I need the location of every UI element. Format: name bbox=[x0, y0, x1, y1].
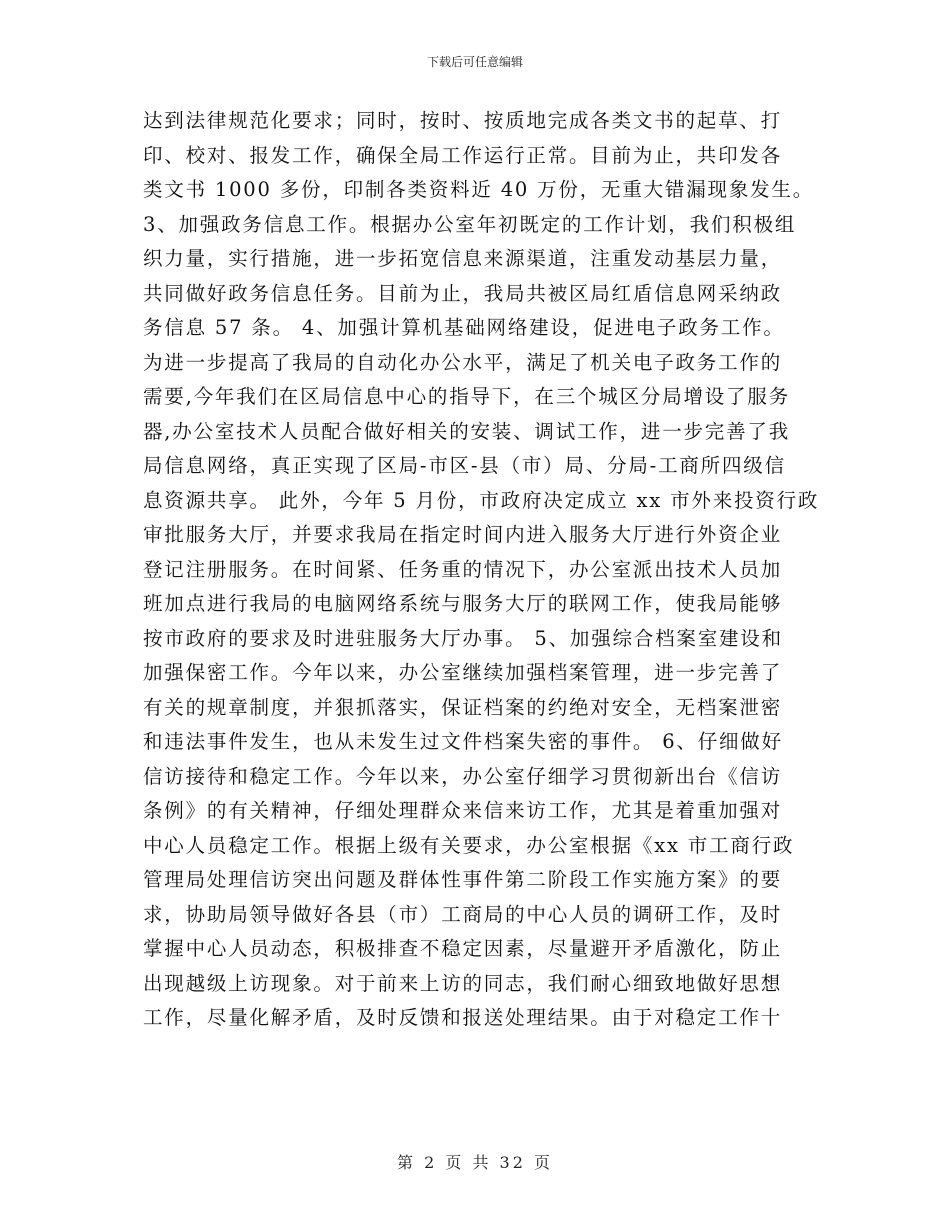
body-line: 中心人员稳定工作。根据上级有关要求，办公室根据《xx 市工商行政 bbox=[143, 833, 795, 857]
body-line: 管理局处理信访突出问题及群体性事件第二阶段工作实施方案》的要 bbox=[143, 868, 783, 891]
body-line: 务信息 57 条。 4、加强计算机基础网络建设，促进电子政务工作。 bbox=[143, 316, 785, 339]
body-line: 为进一步提高了我局的自动化办公水平，满足了机关电子政务工作的 bbox=[143, 350, 783, 374]
body-line: 加强保密工作。今年以来，办公室继续加强档案管理，进一步完善了 bbox=[143, 661, 783, 684]
page-header: 下载后可任意编辑 bbox=[426, 55, 523, 69]
body-line: 掌握中心人员动态，积极排查不稳定因素，尽量避开矛盾激化，防止 bbox=[143, 937, 783, 960]
document-body bbox=[143, 104, 820, 1036]
page-number-footer: 第 2 页 共 32 页 bbox=[397, 1153, 553, 1172]
body-line: 印、校对、报发工作，确保全局工作运行正常。目前为止，共印发各 bbox=[143, 143, 783, 167]
body-line: 织力量，实行措施，进一步拓宽信息来源渠道，注重发动基层力量， bbox=[143, 247, 783, 270]
body-line: 出现越级上访现象。对于前来上访的同志，我们耐心细致地做好思想 bbox=[143, 971, 783, 995]
body-line: 班加点进行我局的电脑网络系统与服务大厅的联网工作，使我局能够 bbox=[143, 592, 783, 615]
body-line: 审批服务大厅，并要求我局在指定时间内进入服务大厅进行外资企业 bbox=[143, 523, 783, 546]
body-line: 器,办公室技术人员配合做好相关的安装、调试工作，进一步完善了我 bbox=[143, 419, 790, 443]
body-line: 条例》的有关精神，仔细处理群众来信来访工作，尤其是着重加强对 bbox=[143, 799, 783, 822]
body-line: 共同做好政务信息任务。目前为止，我局共被区局红盾信息网采纳政 bbox=[143, 281, 783, 305]
body-line: 和违法事件发生，也从未发生过文件档案失密的事件。 6、仔细做好 bbox=[143, 730, 783, 753]
body-line: 登记注册服务。在时间紧、任务重的情况下，办公室派出技术人员加 bbox=[143, 557, 783, 581]
body-line: 求，协助局领导做好各县（市）工商局的中心人员的调研工作，及时 bbox=[143, 902, 783, 926]
body-line: 需要,今年我们在区局信息中心的指导下，在三个城区分局增设了服务 bbox=[143, 385, 790, 408]
body-line: 类文书 1000 多份，印制各类资料近 40 万份，无重大错漏现象发生。 bbox=[143, 178, 815, 201]
body-line: 局信息网络，真正实现了区局-市区-县（市）局、分局-工商所四级信 bbox=[143, 454, 786, 477]
body-line: 工作，尽量化解矛盾，及时反馈和报送处理结果。由于对稳定工作十 bbox=[143, 1006, 783, 1029]
body-line: 息资源共享。 此外，今年 5 月份，市政府决定成立 xx 市外来投资行政 bbox=[143, 488, 820, 512]
body-line: 信访接待和稳定工作。今年以来，办公室仔细学习贯彻新出台《信访 bbox=[143, 764, 783, 788]
body-line: 3、加强政务信息工作。根据办公室年初既定的工作计划，我们积极组 bbox=[143, 212, 797, 236]
body-line: 有关的规章制度，并狠抓落实，保证档案的约绝对安全，无档案泄密 bbox=[143, 695, 783, 719]
body-line: 按市政府的要求及时进驻服务大厅办事。 5、加强综合档案室建设和 bbox=[143, 626, 783, 650]
body-line: 达到法律规范化要求；同时，按时、按质地完成各类文书的起草、打 bbox=[143, 109, 783, 132]
